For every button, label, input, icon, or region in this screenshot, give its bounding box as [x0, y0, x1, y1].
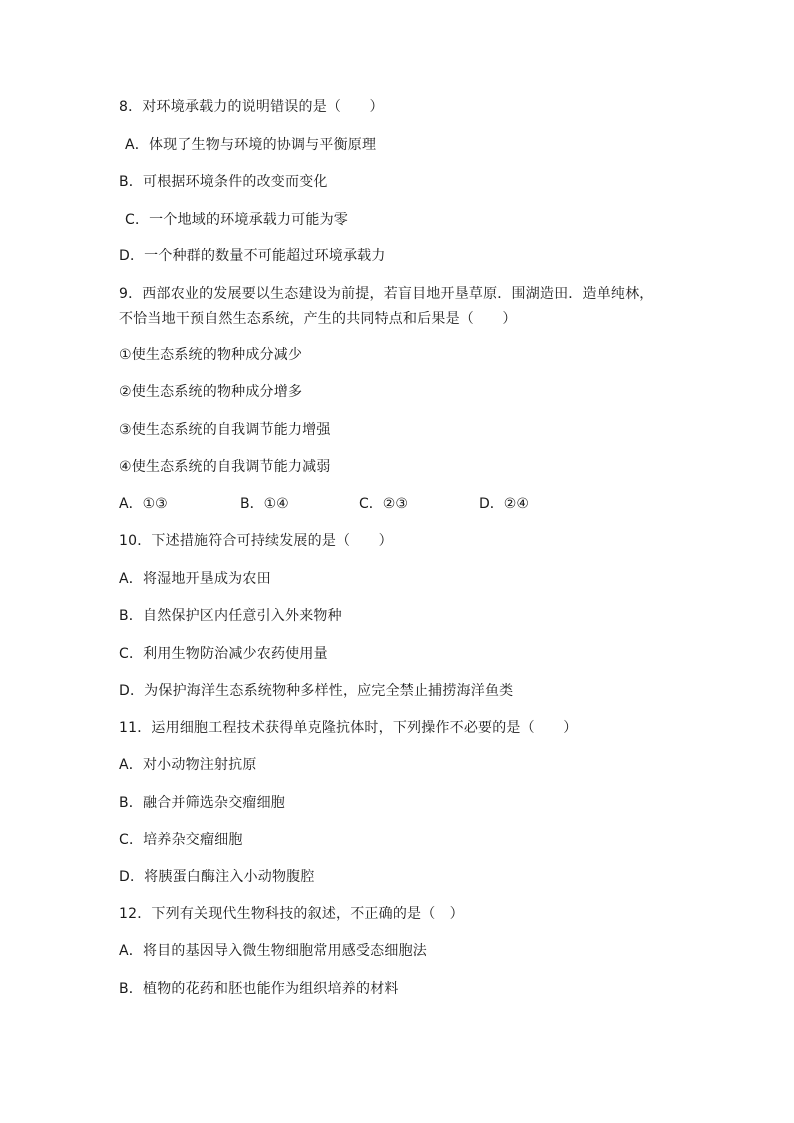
question-12-option-b: B．植物的花药和胚也能作为组织培养的材料	[119, 981, 399, 997]
question-9-stem-line1: 9．西部农业的发展要以生态建设为前提，若盲目地开垦草原．围湖造田．造单纯林，	[119, 286, 654, 302]
question-9-statement-4: ④使生态系统的自我调节能力减弱	[119, 459, 331, 475]
question-8-option-b: B．可根据环境条件的改变而变化	[119, 174, 328, 190]
question-11-option-d: D．将胰蛋白酶注入小动物腹腔	[119, 869, 315, 885]
question-9-statement-1: ①使生态系统的物种成分减少	[119, 347, 303, 363]
question-11-option-c: C．培养杂交瘤细胞	[119, 832, 243, 848]
question-11-stem: 11．运用细胞工程技术获得单克隆抗体时，下列操作不必要的是（ ）	[119, 720, 578, 736]
question-8-option-c: C．一个地域的环境承载力可能为零	[125, 212, 348, 228]
question-9-stem-line2: 不恰当地干预自然生态系统，产生的共同特点和后果是（ ）	[119, 311, 517, 327]
question-9-statement-3: ③使生态系统的自我调节能力增强	[119, 422, 331, 438]
question-11-option-b: B．融合并筛选杂交瘤细胞	[119, 795, 286, 811]
question-10-option-a: A．将湿地开垦成为农田	[119, 571, 271, 587]
question-12-stem: 12．下列有关现代生物科技的叙述，不正确的是（ ）	[119, 906, 464, 922]
question-12-option-a: A．将目的基因导入微生物细胞常用感受态细胞法	[119, 943, 427, 959]
question-10-option-c: C．利用生物防治减少农药使用量	[119, 646, 328, 662]
question-9-option-b: B．①④	[240, 496, 289, 512]
question-8-stem: 8．对环境承载力的说明错误的是（ ）	[119, 99, 384, 115]
question-9-option-c: C．②③	[359, 496, 408, 512]
question-8-option-a: A．体现了生物与环境的协调与平衡原理	[125, 137, 377, 153]
question-11-option-a: A．对小动物注射抗原	[119, 757, 257, 773]
question-9-option-a: A．①③	[119, 496, 168, 512]
question-10-option-b: B．自然保护区内任意引入外来物种	[119, 608, 342, 624]
question-9-option-d: D．②④	[479, 496, 529, 512]
question-10-stem: 10．下述措施符合可持续发展的是（ ）	[119, 533, 393, 549]
question-10-option-d: D．为保护海洋生态系统物种多样性，应完全禁止捕捞海洋鱼类	[119, 683, 514, 699]
question-8-option-d: D．一个种群的数量不可能超过环境承载力	[119, 248, 386, 264]
question-9-statement-2: ②使生态系统的物种成分增多	[119, 384, 303, 400]
